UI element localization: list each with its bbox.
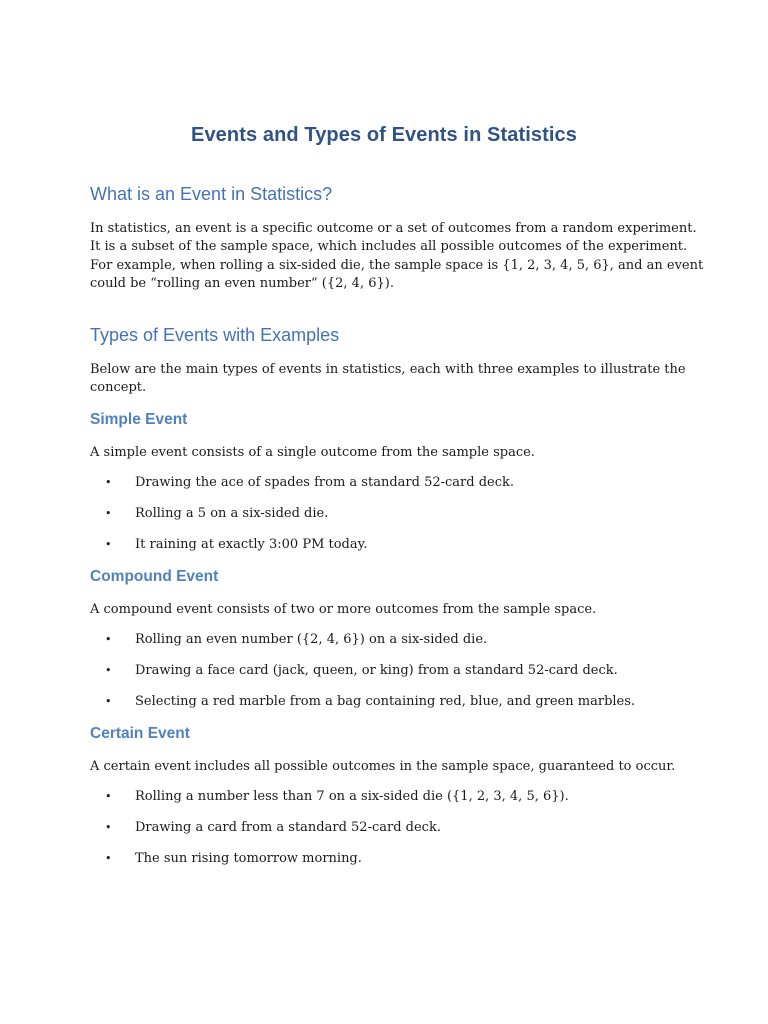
paragraph-event-definition: [90, 220, 704, 294]
heading-compound-event: Compound Event: [90, 568, 219, 585]
list-item-text: Drawing a face card (jack, queen, or king) from a standard 52-card deck.: [135, 663, 618, 678]
paragraph-line: Below are the main types of events in statistics, each with three examples to illustrate the: [90, 362, 686, 377]
paragraph-line: A compound event consists of two or more outcomes from the sample space.: [90, 602, 597, 617]
heading-certain-event: Certain Event: [90, 725, 190, 742]
paragraph-types-intro: [90, 361, 686, 398]
paragraph-line: For example, when rolling a six-sided die, the sample space is {1, 2, 3, 4, 5, 6}, and an event: [90, 257, 704, 273]
bullet-icon: •: [105, 821, 112, 834]
paragraph-certain-intro: [90, 758, 680, 776]
list-item-text: Rolling an even number ({2, 4, 6}) on a six-sided die.: [135, 632, 488, 647]
paragraph-line: In statistics, an event is a specific outcome or a set of outcomes from a random experiment.: [90, 221, 697, 236]
bullet-icon: •: [105, 664, 112, 677]
bullet-icon: •: [105, 790, 112, 803]
bullet-icon: •: [105, 538, 112, 551]
bullet-icon: •: [105, 852, 112, 865]
list-item-text: The sun rising tomorrow morning.: [135, 851, 362, 866]
heading-what-is-event: What is an Event in Statistics?: [90, 184, 333, 204]
paragraph-line: A certain event includes all possible outcomes in the sample space, guaranteed to occur.: [90, 759, 676, 774]
list-item-text: Rolling a number less than 7 on a six-sided die ({1, 2, 3, 4, 5, 6}).: [135, 789, 569, 804]
bullet-icon: •: [105, 633, 112, 646]
paragraph-simple-intro: [90, 444, 680, 462]
bullet-icon: •: [105, 507, 112, 520]
list-item-text: Rolling a 5 on a six-sided die.: [135, 506, 329, 521]
document-title: Events and Types of Events in Statistics: [191, 124, 577, 146]
paragraph-line: A simple event consists of a single outcome from the sample space.: [90, 445, 535, 460]
paragraph-line: could be “rolling an even number” ({2, 4, 6}).: [90, 276, 394, 292]
list-item-text: Selecting a red marble from a bag containing red, blue, and green marbles.: [135, 694, 636, 709]
list-item-text: Drawing a card from a standard 52-card deck.: [135, 820, 441, 835]
paragraph-line: concept.: [90, 380, 147, 396]
bullet-icon: •: [105, 476, 112, 489]
paragraph-compound-intro: [90, 601, 680, 619]
paragraph-line: It is a subset of the sample space, which includes all possible outcomes of the experiment.: [90, 239, 688, 255]
heading-simple-event: Simple Event: [90, 411, 188, 428]
heading-types-of-events: Types of Events with Examples: [90, 325, 340, 345]
bullet-icon: •: [105, 695, 112, 708]
list-item-text: It raining at exactly 3:00 PM today.: [135, 537, 368, 552]
list-item-text: Drawing the ace of spades from a standard 52-card deck.: [135, 475, 515, 490]
